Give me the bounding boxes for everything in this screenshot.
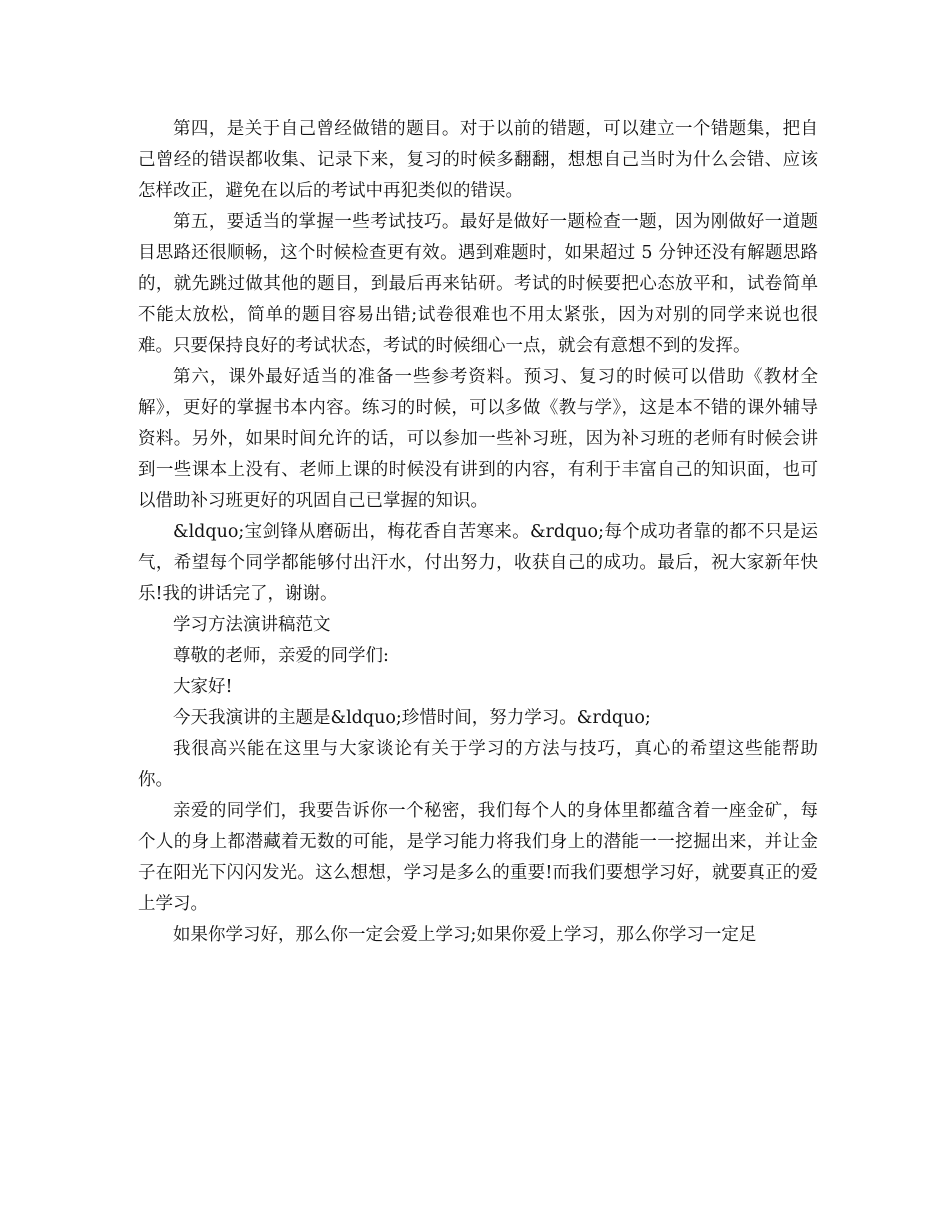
paragraph-5: 第五，要适当的掌握一些考试技巧。最好是做好一题检查一题，因为刚做好一道题目思路还很顺畅，这个时候检查更有效。遇到难题时，如果超过 5 分钟还没有解题思路的，就先跳过做其他的题目，到最后再来钻研。考试的时候要把心态放平和，试卷简单不能太放松，简单的题目容易出错;试卷很难也不用太紧张，因为对别的同学来说也很难。只要保持良好的考试状态，考试的时候细心一点，就会有意想不到的发挥。 [138,212,818,356]
secret-paragraph: 亲爱的同学们，我要告诉你一个秘密，我们每个人的身体里都蕴含着一座金矿，每个人的身上都潜藏着无数的可能，是学习能力将我们身上的潜能一一挖掘出来，并让金子在阳光下闪闪发光。这么想想，学习是多么的重要!而我们要想学习好，就要真正的爱上学习。 [138,801,818,914]
final-paragraph: 如果你学习好，那么你一定会爱上学习;如果你爱上学习，那么你学习一定足 [173,925,757,945]
intro-paragraph: 我很高兴能在这里与大家谈论有关于学习的方法与技巧，真心的希望这些能帮助你。 [138,739,818,790]
greeting: 大家好! [173,677,233,697]
closing-quote-paragraph: &ldquo;宝剑锋从磨砺出，梅花香自苦寒来。&rdquo;每个成功者靠的都不只是运气，希望每个同学都能够付出汗水，付出努力，收获自己的成功。最后，祝大家新年快乐!我的讲话完了，谢谢。 [138,522,818,604]
document-body [138,114,818,951]
section-title: 学习方法演讲稿范文 [173,615,331,635]
speech-topic: 今天我演讲的主题是&ldquo;珍惜时间，努力学习。&rdquo; [173,708,651,728]
salutation: 尊敬的老师，亲爱的同学们: [173,646,389,666]
paragraph-4: 第四，是关于自己曾经做错的题目。对于以前的错题，可以建立一个错题集，把自己曾经的错误都收集、记录下来，复习的时候多翻翻，想想自己当时为什么会错、应该怎样改正，避免在以后的考试中再犯类似的错误。 [138,119,818,201]
paragraph-6: 第六，课外最好适当的准备一些参考资料。预习、复习的时候可以借助《教材全解》，更好的掌握书本内容。练习的时候，可以多做《教与学》，这是本不错的课外辅导资料。另外，如果时间允许的话，可以参加一些补习班，因为补习班的老师有时候会讲到一些课本上没有、老师上课的时候没有讲到的内容，有利于丰富自己的知识面，也可以借助补习班更好的巩固自己已掌握的知识。 [138,367,818,511]
